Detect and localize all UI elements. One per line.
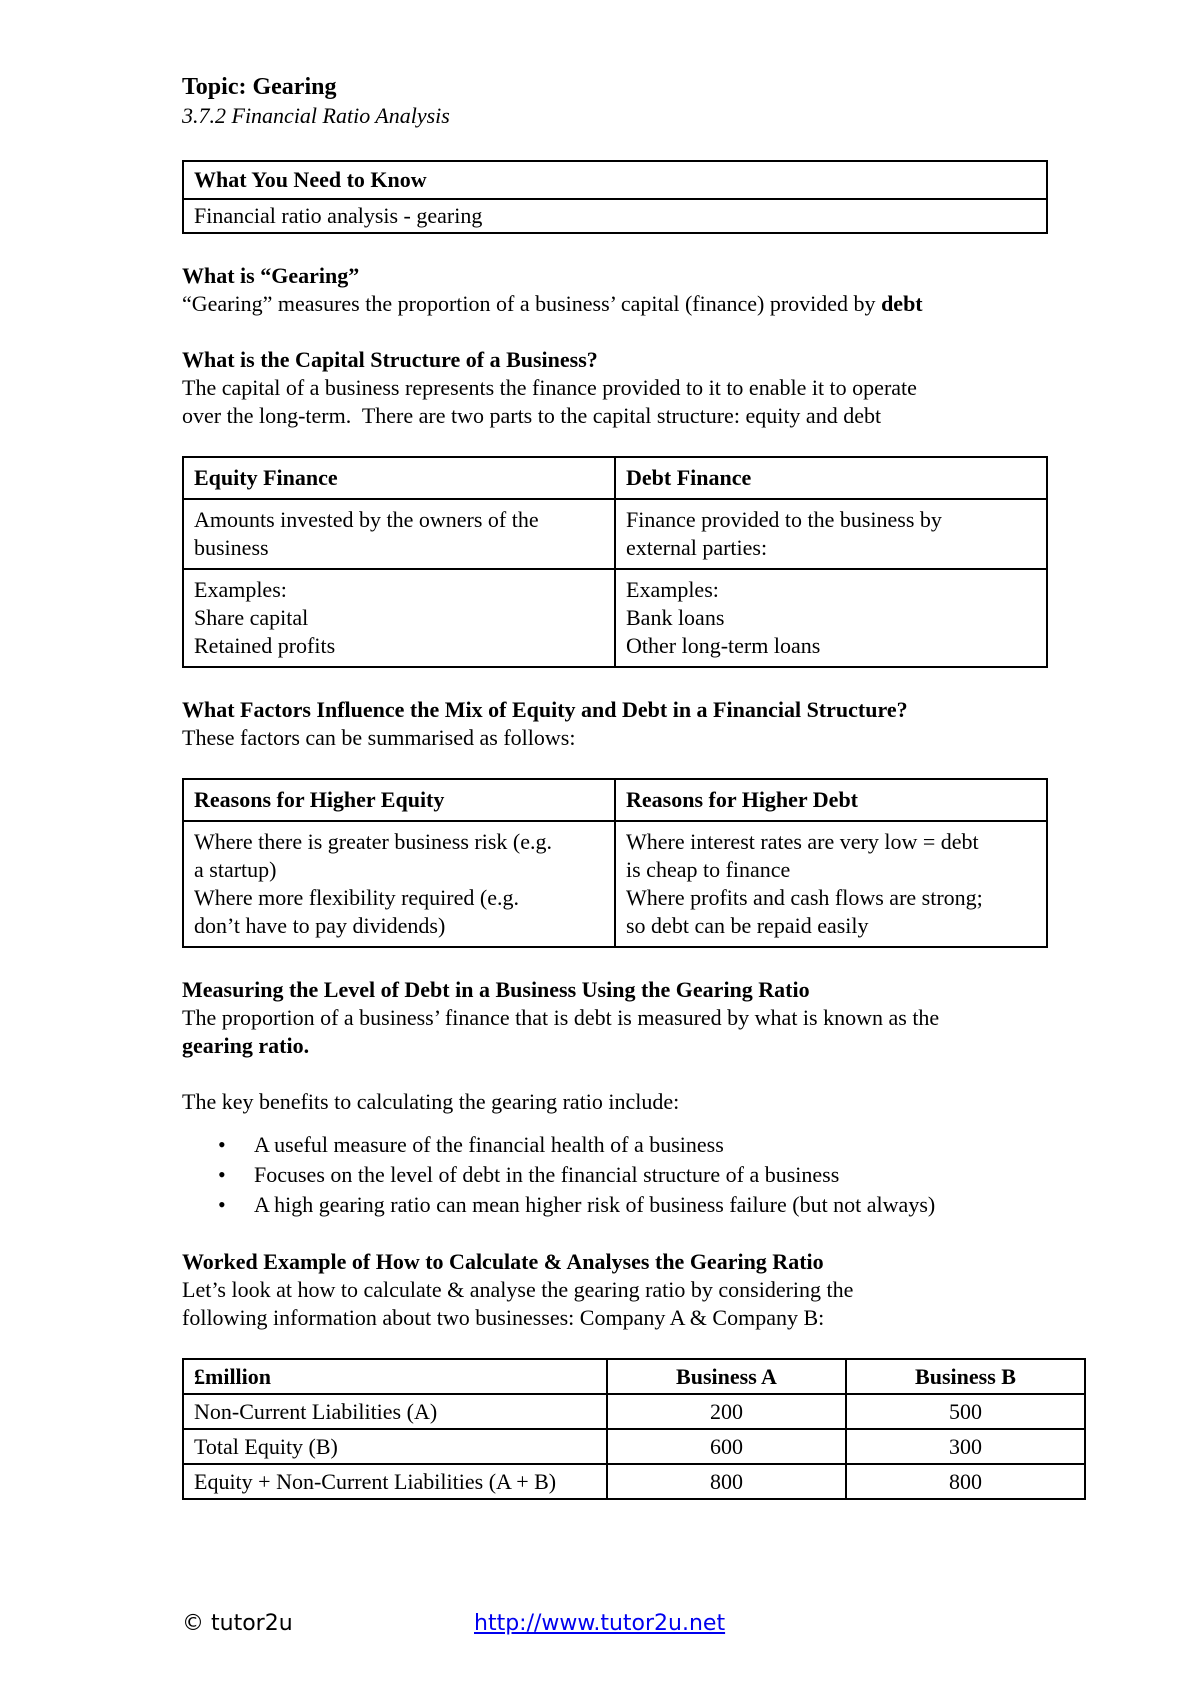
higher-equity-reasons	[183, 821, 615, 947]
worked-example-section	[182, 1248, 1062, 1332]
list-item	[218, 1160, 1062, 1190]
higher-debt-reasons	[615, 821, 1047, 947]
table-row	[183, 1429, 1085, 1464]
business-b-value: 300	[846, 1429, 1085, 1464]
equity-example-line: Retained profits	[194, 633, 336, 658]
need-to-know-table	[182, 160, 1048, 234]
bullet-icon: •	[218, 1192, 226, 1217]
debt-finance-description: Finance provided to the business by external parties:	[615, 499, 1047, 569]
need-to-know-heading: What You Need to Know	[183, 161, 1047, 199]
higher-debt-header: Reasons for Higher Debt	[615, 779, 1047, 821]
factors-intro: These factors can be summarised as follows:	[182, 725, 576, 750]
business-a-value: 800	[607, 1464, 846, 1499]
equity-finance-header: Equity Finance	[183, 457, 615, 499]
worked-example-line-1: Let’s look at how to calculate & analyse the gearing ratio by considering the	[182, 1277, 854, 1302]
measuring-section	[182, 976, 1062, 1220]
business-b-value: 800	[846, 1464, 1085, 1499]
reasons-table	[182, 778, 1048, 948]
gearing-heading: What is “Gearing”	[182, 263, 360, 288]
equity-example-line: Share capital	[194, 605, 309, 630]
factors-heading: What Factors Influence the Mix of Equity and Debt in a Financial Structure?	[182, 697, 908, 722]
equity-finance-examples	[183, 569, 615, 667]
calculation-table	[182, 1358, 1086, 1500]
copyright-notice: © tutor2u	[182, 1611, 293, 1636]
measuring-heading: Measuring the Level of Debt in a Business Using the Gearing Ratio	[182, 977, 810, 1002]
business-a-value: 200	[607, 1394, 846, 1429]
row-label: Equity + Non-Current Liabilities (A + B)	[183, 1464, 607, 1499]
table-row	[183, 1464, 1085, 1499]
business-b-header: Business B	[846, 1359, 1085, 1394]
equity-finance-description: Amounts invested by the owners of the business	[183, 499, 615, 569]
need-to-know-body: Financial ratio analysis - gearing	[183, 199, 1047, 233]
document-content	[182, 72, 1062, 1500]
worked-example-line-2: following information about two businesses: Company A & Company B:	[182, 1305, 825, 1330]
table-header-row	[183, 1359, 1085, 1394]
worked-example-heading: Worked Example of How to Calculate & Analyses the Gearing Ratio	[182, 1249, 824, 1274]
capital-structure-heading: What is the Capital Structure of a Business?	[182, 347, 598, 372]
table-row	[183, 1394, 1085, 1429]
debt-example-line: Bank loans	[626, 605, 725, 630]
page-title: Topic: Gearing	[182, 74, 337, 100]
list-item-text: A useful measure of the financial health of a business	[254, 1132, 724, 1157]
list-item	[218, 1190, 1062, 1220]
equity-example-line: Examples:	[194, 577, 287, 602]
gearing-definition	[182, 290, 1062, 318]
debt-reason-line: is cheap to finance	[626, 857, 791, 882]
benefits-intro: The key benefits to calculating the gearing ratio include:	[182, 1089, 680, 1114]
debt-example-line: Other long-term loans	[626, 633, 821, 658]
gearing-ratio-bold: gearing ratio.	[182, 1033, 310, 1058]
debt-reason-line: Where profits and cash flows are strong;	[626, 885, 983, 910]
row-label: Non-Current Liabilities (A)	[183, 1394, 607, 1429]
debt-reason-line: Where interest rates are very low = debt	[626, 829, 979, 854]
capital-structure-line-2: over the long-term. There are two parts to the capital structure: equity and debt	[182, 403, 882, 428]
capital-structure-line-1: The capital of a business represents the finance provided to it to enable it to operate	[182, 375, 917, 400]
gearing-definition-text: “Gearing” measures the proportion of a business’ capital (finance) provided by	[182, 291, 882, 316]
list-item-text: A high gearing ratio can mean higher risk of business failure (but not always)	[254, 1192, 936, 1217]
website-link[interactable]: http://www.tutor2u.net	[474, 1611, 726, 1636]
higher-equity-header: Reasons for Higher Equity	[183, 779, 615, 821]
equity-reason-line: a startup)	[194, 857, 277, 882]
bullet-icon: •	[218, 1162, 226, 1187]
gearing-section	[182, 262, 1062, 318]
business-b-value: 500	[846, 1394, 1085, 1429]
page-subtitle: 3.7.2 Financial Ratio Analysis	[182, 103, 450, 128]
capital-structure-section	[182, 346, 1062, 430]
equity-reason-line: Where there is greater business risk (e.g.	[194, 829, 552, 854]
measuring-line-2	[182, 1032, 1062, 1060]
gearing-definition-bold: debt	[881, 291, 923, 316]
debt-finance-header: Debt Finance	[615, 457, 1047, 499]
row-label: Total Equity (B)	[183, 1429, 607, 1464]
list-item-text: Focuses on the level of debt in the financial structure of a business	[254, 1162, 840, 1187]
debt-reason-line: so debt can be repaid easily	[626, 913, 869, 938]
equity-reason-line: don’t have to pay dividends)	[194, 913, 446, 938]
list-item	[218, 1130, 1062, 1160]
million-header: £million	[183, 1359, 607, 1394]
finance-table	[182, 456, 1048, 668]
equity-reason-line: Where more flexibility required (e.g.	[194, 885, 519, 910]
business-a-header: Business A	[607, 1359, 846, 1394]
benefits-list	[182, 1130, 1062, 1220]
bullet-icon: •	[218, 1132, 226, 1157]
factors-section	[182, 696, 1062, 752]
debt-example-line: Examples:	[626, 577, 719, 602]
debt-finance-examples	[615, 569, 1047, 667]
measuring-line-1: The proportion of a business’ finance that is debt is measured by what is known as the	[182, 1005, 940, 1030]
business-a-value: 600	[607, 1429, 846, 1464]
